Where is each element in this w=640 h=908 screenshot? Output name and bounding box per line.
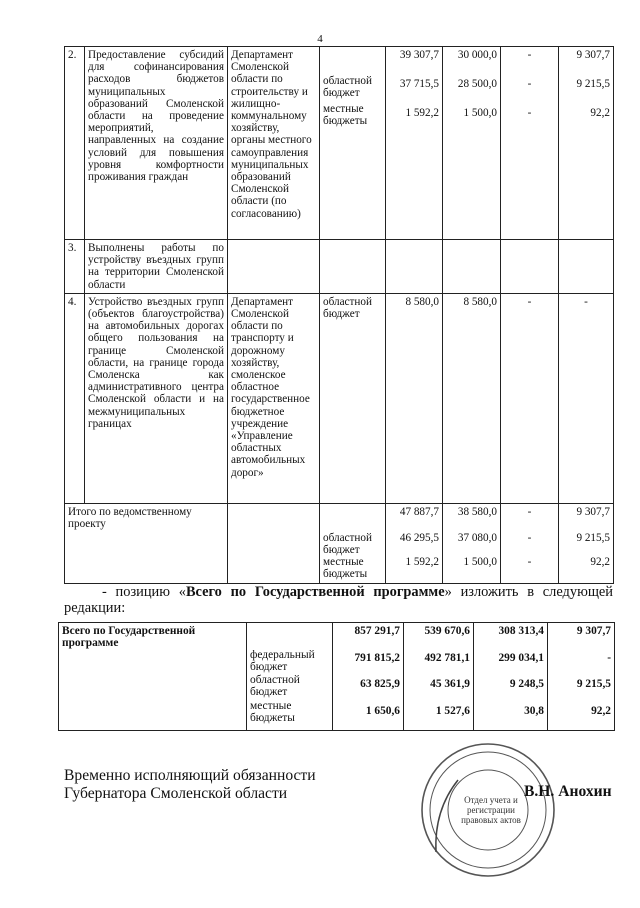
measure-name: Устройство въездных групп (объектов благоустройства) на автомобильных дорогах общего пользования на границе Смоленской области, на границе города Смоленска как административного центра Смоленской области и на межмуниципальных границах (85, 293, 228, 503)
result-name: Выполнены работы по устройству въездных групп на территории Смоленской области (85, 240, 228, 294)
signature-block (64, 767, 316, 803)
year3-cell: - (559, 293, 614, 503)
program-total-label: Всего по Государственной программе (59, 623, 247, 731)
year1-cell: 38 580,0 37 080,0 1 500,0 (443, 503, 501, 583)
executor: Департамент Смоленской области по строительству и жилищно-коммунальному хозяйству, органы местного самоуправления муниципальных образований Смоленской области (по согласованию) (228, 47, 320, 240)
executor: Департамент Смоленской области по транспорту и дорожному хозяйству, смоленское областное государственное бюджетное учреждение «Управление областных автомобильных дорог» (228, 293, 320, 503)
funding-source: областной бюджет (320, 293, 386, 503)
total-cell: 857 291,7 791 815,2 63 825,9 1 650,6 (333, 623, 404, 731)
year3-cell: 9 307,7 - 9 215,5 92,2 (548, 623, 615, 731)
measure-name: Предоставление субсидий для софинансирования расходов бюджетов муниципальных образований Смоленской области на проведение мероприятий, направленных на создание условий для повышения уровня комфортности проживания граждан (85, 47, 228, 240)
funding-sources: областной бюджет местные бюджеты (320, 47, 386, 240)
row-number: 3. (65, 240, 85, 294)
year1-cell: 8 580,0 (443, 293, 501, 503)
year3-cell: 9 307,7 9 215,5 92,2 (559, 503, 614, 583)
year1-cell: 539 670,6 492 781,1 45 361,9 1 527,6 (404, 623, 474, 731)
table-row (65, 47, 614, 240)
table-row (59, 623, 615, 731)
year2-cell: - - - (501, 47, 559, 240)
table-row (65, 293, 614, 503)
signatory-name: В.Н. Анохин (524, 783, 612, 800)
year3-cell: 9 307,7 9 215,5 92,2 (559, 47, 614, 240)
year2-cell: - (501, 293, 559, 503)
summary-row (65, 503, 614, 583)
total-cell: 47 887,7 46 295,5 1 592,2 (386, 503, 443, 583)
year2-cell: 308 313,4 299 034,1 9 248,5 30,8 (474, 623, 548, 731)
signature-title-line1: Временно исполняющий обязанности (64, 767, 316, 784)
summary-label: Итого по ведомственному проекту (65, 503, 228, 583)
program-table (64, 46, 614, 584)
year2-cell: - - - (501, 503, 559, 583)
program-total-table (58, 622, 615, 731)
stamp-center-text: Отдел учета и регистрации правовых актов (461, 795, 521, 825)
table-row (65, 240, 614, 294)
funding-sources: областной бюджет местные бюджеты (320, 503, 386, 583)
year1-cell: 30 000,0 28 500,0 1 500,0 (443, 47, 501, 240)
row-number: 2. (65, 47, 85, 240)
signature-title-line2: Губернатора Смоленской области (64, 785, 288, 802)
page-number: 4 (317, 33, 323, 45)
total-cell: 8 580,0 (386, 293, 443, 503)
funding-sources: федеральный бюджет областной бюджет местные бюджеты (247, 623, 333, 731)
instruction-bold: Всего по Государственной программе (185, 584, 445, 600)
instruction-paragraph: - позицию «Всего по Государственной программе» изложить в следующей редакции: (64, 584, 613, 616)
row-number: 4. (65, 293, 85, 503)
total-cell: 39 307,7 37 715,5 1 592,2 (386, 47, 443, 240)
